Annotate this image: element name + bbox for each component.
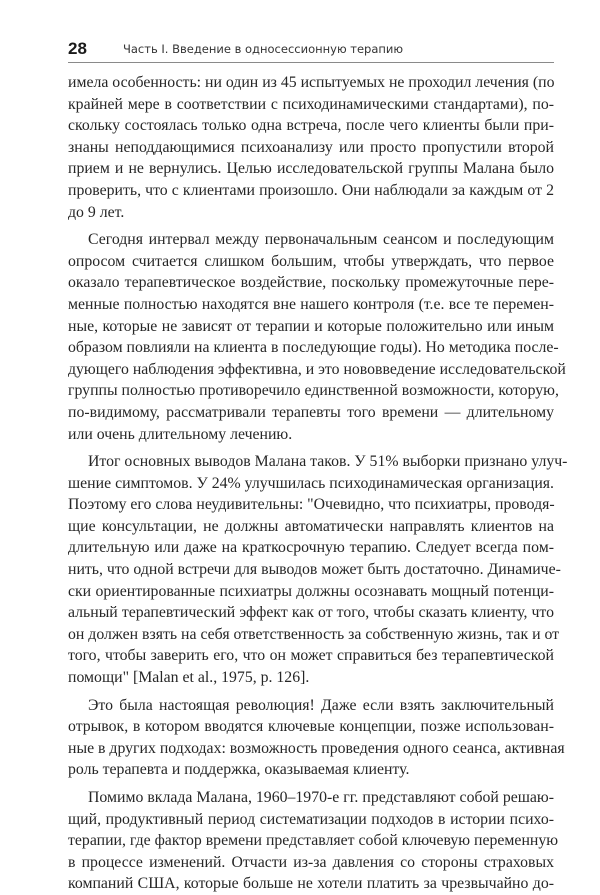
text-line: в процессе изменений. Отчасти из-за давления со стороны страховых [68,853,554,871]
text-line: оказало терапевтическое воздействие, поскольку промежуточные пере- [68,274,554,292]
text-line: по-видимому, рассматривали терапевты того времени — длительному [68,403,554,421]
paragraph-4 [68,695,565,781]
text-line: скольку состоялась только одна встреча, после чего клиенты были при- [68,117,554,135]
text-line: того, чтобы заверить его, что он может справиться без терапевтической [68,647,554,665]
text-line: роль терапевта и поддержка, оказываемая клиенту. [68,761,410,779]
text-line: Поэтому его слова неудивительны: "Очевидно, что психиатры, проводя- [68,496,555,514]
text-line: помощи" [Malan et al., 1975, p. 126]. [68,669,310,687]
text-line: имела особенность: ни один из 45 испытуемых не проходил лечения (по [68,74,555,91]
text-line: альный терапевтический эффект как от того, чтобы сказать клиенту, что [68,604,554,622]
text-line: до 9 лет. [68,203,125,221]
text-line: опросом считается слишком большим, чтобы утверждать, что первое [68,252,554,270]
running-head: Часть I. Введение в односессионную терапию [123,42,404,56]
text-line: отрывок, в котором вводятся ключевые концепции, позже использован- [68,718,554,736]
text-line: нить, что одной встречи для выводов может быть достаточно. Динамиче- [68,561,561,579]
text-line: образом повлияли на клиента в последующие годы). Но методика после- [68,339,559,357]
paragraph-1 [68,72,554,223]
body-text [68,72,568,895]
text-line: менные полностью находятся вне нашего контроля (т.е. все те перемен- [68,295,554,313]
paragraph-5 [68,787,559,895]
page-number: 28 [68,39,87,58]
text-line: ные, которые не зависят от терапии и которые положительно или иным [68,317,554,335]
text-line: проверить, что с клиентами произошло. Они наблюдали за каждым от 2 [68,181,554,199]
text-line: шение симптомов. У 24% улучшилась психодинамическая организация. [68,474,554,492]
paragraph-3 [68,451,568,689]
text-line: он должен взять на себя ответственность за собственную жизнь, так и от [68,625,560,643]
text-line: знаны неподдающимися психоанализу или просто пропустили второй [68,138,554,156]
text-line: группы полностью противоречило единственной возможности, которую, [68,382,559,400]
text-line: ные в других подходах: возможность проведения одного сеанса, активная [68,739,565,757]
text-line: крайней мере в соответствии с психодинамическими стандартами), по- [68,95,554,113]
text-line: длительную или даже на краткосрочную терапию. Следует всегда пом- [68,539,554,557]
text-line: щие консультации, не должны автоматически направлять клиентов на [68,517,554,535]
text-line: компаний США, которые больше не хотели платить за чрезвычайно до- [68,875,554,893]
page-header [68,38,554,63]
text-line: Итог основных выводов Малана таков. У 51% выборки признано улуч- [88,453,568,471]
paragraph-2 [68,229,566,445]
text-line: ски ориентированные психиатры должны осознавать мощный потенци- [68,582,554,600]
text-line: дующего наблюдения эффективна, и это нововведение исследовательской [68,360,566,378]
text-line: или очень длительному лечению. [68,425,293,443]
text-line: Сегодня интервал между первоначальным сеансом и последующим [88,231,554,249]
text-line: прием и не вернулись. Целью исследовательской группы Малана было [68,160,554,178]
text-line: щий, продуктивный период систематизации подходов в истории психо- [68,810,554,828]
text-line: Помимо вклада Малана, 1960–1970-е гг. представляют собой решаю- [88,789,554,806]
text-line: Это была настоящая революция! Даже если взять заключительный [88,696,554,714]
text-line: терапии, где фактор времени представляет собой ключевую переменную [68,832,559,850]
